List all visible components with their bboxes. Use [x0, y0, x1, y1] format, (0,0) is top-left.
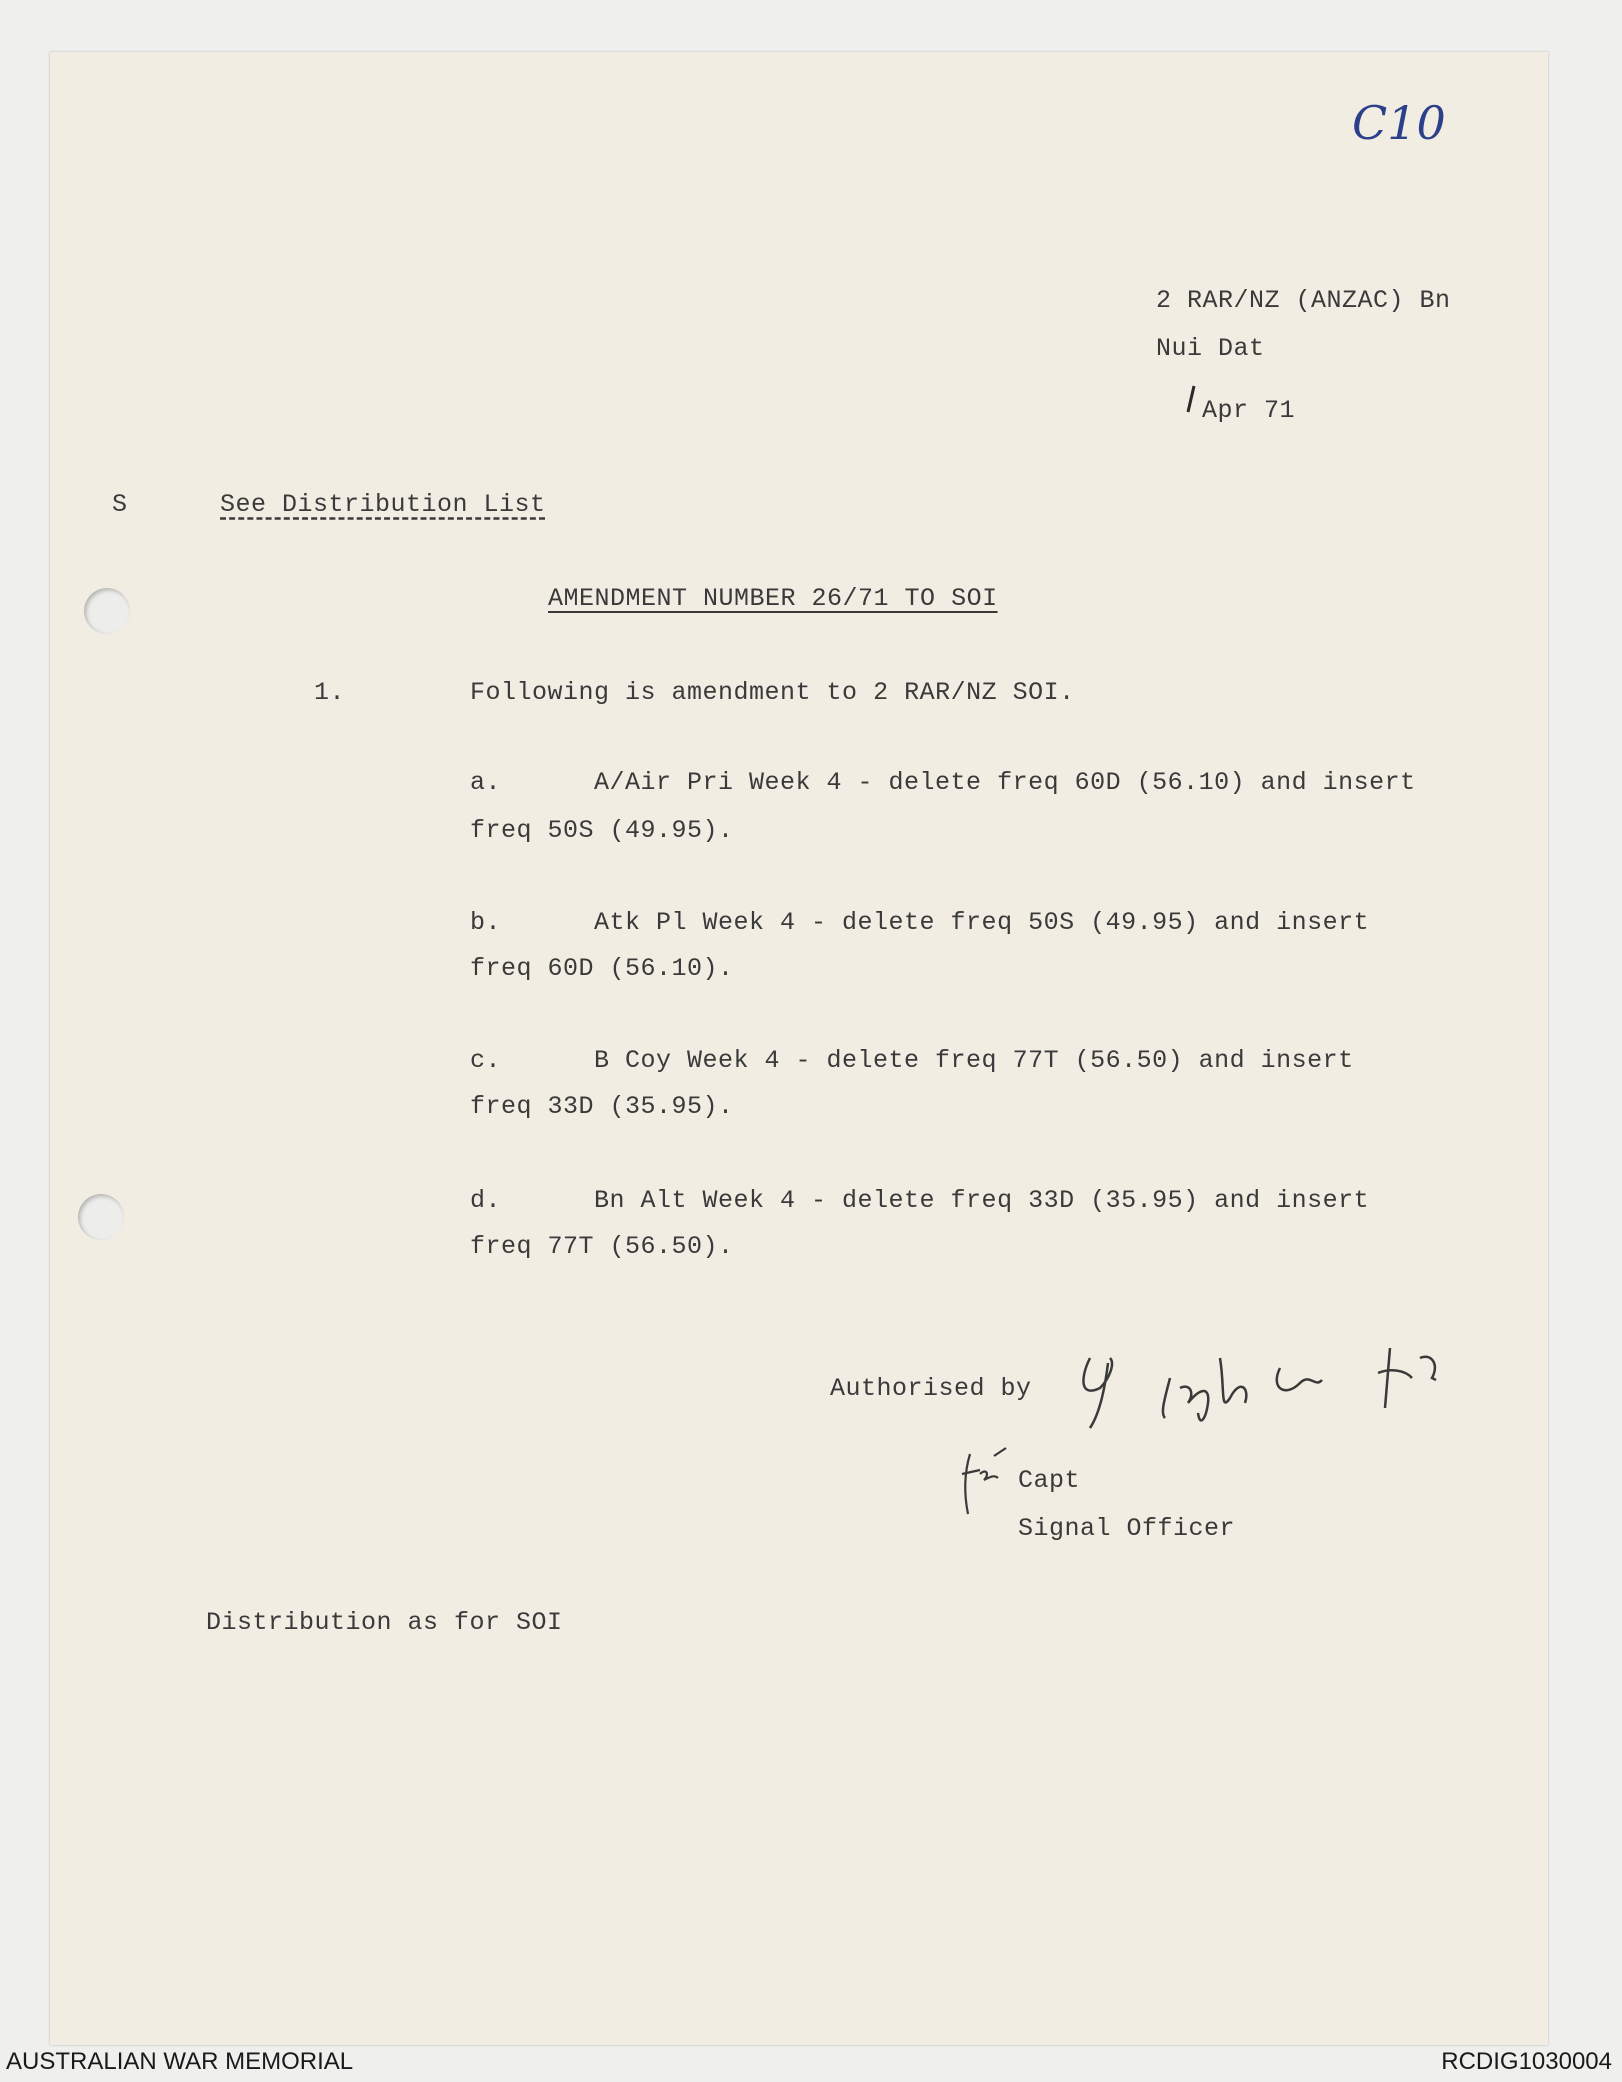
- handwritten-signature: [1060, 1318, 1480, 1438]
- item-line1: Bn Alt Week 4 - delete freq 33D (35.95) and insert: [594, 1186, 1370, 1215]
- document-title: AMENDMENT NUMBER 26/71 TO SOI: [548, 584, 998, 613]
- header-unit: 2 RAR/NZ (ANZAC) Bn: [1156, 286, 1451, 315]
- date-handwritten-mark: [1180, 384, 1204, 420]
- authorised-by-label: Authorised by: [830, 1374, 1032, 1403]
- classification-marker: S: [112, 490, 128, 519]
- signatory-position: Signal Officer: [1018, 1514, 1236, 1543]
- paragraph-number: 1.: [314, 678, 346, 707]
- item-line2: freq 50S (49.95).: [470, 816, 734, 845]
- item-line2: freq 60D (56.10).: [470, 954, 734, 983]
- addressee: See Distribution List: [220, 490, 546, 519]
- footer-record-id: RCDIG1030004: [1441, 2048, 1612, 2075]
- archive-reference: C10: [1352, 96, 1446, 150]
- item-label: a.: [470, 768, 502, 797]
- punch-hole-top: [84, 588, 130, 634]
- item-line2: freq 77T (56.50).: [470, 1232, 734, 1261]
- header-location: Nui Dat: [1156, 334, 1265, 363]
- punch-hole-bottom: [78, 1194, 124, 1240]
- header-date: Apr 71: [1202, 396, 1296, 425]
- footer-archive-name: AUSTRALIAN WAR MEMORIAL: [6, 2048, 354, 2075]
- item-label: b.: [470, 908, 502, 937]
- item-line1: B Coy Week 4 - delete freq 77T (56.50) and insert: [594, 1046, 1354, 1075]
- item-label: c.: [470, 1046, 502, 1075]
- paragraph-text: Following is amendment to 2 RAR/NZ SOI.: [470, 678, 1075, 707]
- item-line1: A/Air Pri Week 4 - delete freq 60D (56.10) and insert: [594, 768, 1416, 797]
- distribution-note: Distribution as for SOI: [206, 1608, 563, 1637]
- signatory-rank: Capt: [1018, 1466, 1081, 1495]
- item-line1: Atk Pl Week 4 - delete freq 50S (49.95) and insert: [594, 908, 1370, 937]
- item-label: d.: [470, 1186, 502, 1215]
- for-handwritten-mark: [958, 1444, 1018, 1524]
- item-line2: freq 33D (35.95).: [470, 1092, 734, 1121]
